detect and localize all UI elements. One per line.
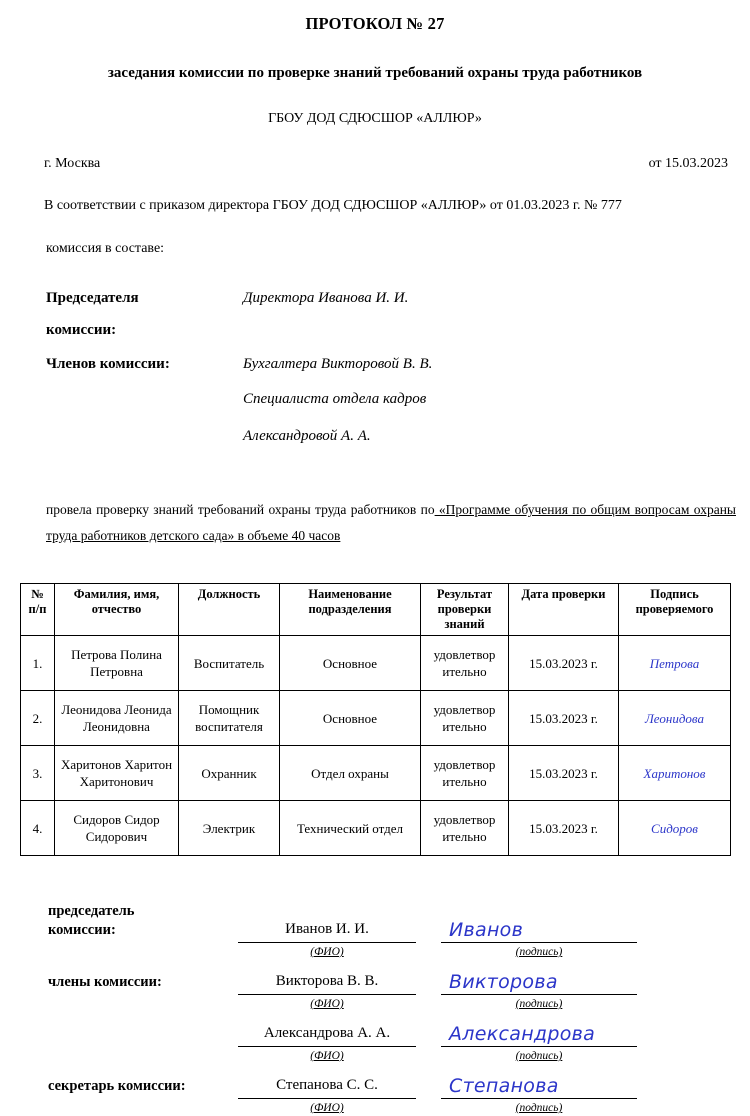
cell-fio: Сидоров Сидор Сидорович — [55, 801, 179, 856]
signature-caption-fio: (ФИО) — [310, 998, 344, 1010]
signature-mark: Петрова — [649, 655, 700, 671]
handwritten-signature-cell — [441, 1074, 637, 1116]
table-header-result: Результат проверки знаний — [421, 584, 509, 636]
signature-label-members: члены комиссии: — [48, 974, 162, 990]
signature-caption-fio: (ФИО) — [310, 946, 344, 958]
handwritten-signature: Иванов — [449, 919, 524, 941]
handwritten-signature: Степанова — [449, 1075, 559, 1097]
place-label: г. Москва — [44, 156, 101, 171]
signature-caption-fio: (ФИО) — [310, 1102, 344, 1114]
members-row-2 — [0, 382, 750, 416]
cell-department: Отдел охраны — [280, 746, 421, 801]
programme-text-plain: провела проверку знаний требований охраны труда работников по — [46, 502, 435, 517]
document-date: от 15.03.2023 — [648, 156, 728, 171]
signature-caption-podpis: (подпись) — [515, 1050, 563, 1062]
cell-fio: Петрова Полина Петровна — [55, 636, 179, 691]
signature-name-cell — [238, 970, 416, 1012]
cell-position: Охранник — [179, 746, 280, 801]
signature-row-chairman — [0, 902, 750, 960]
chairman-label-line2: комиссии: — [46, 322, 117, 338]
cell-date: 15.03.2023 г. — [509, 691, 619, 746]
cell-date: 15.03.2023 г. — [509, 746, 619, 801]
signature-name-cell — [238, 918, 416, 960]
signature-label-secretary: секретарь комиссии: — [48, 1078, 186, 1094]
signature-row-secretary — [0, 1074, 750, 1116]
members-row-1 — [0, 349, 750, 379]
programme-paragraph — [0, 453, 750, 549]
cell-number: 4. — [21, 801, 55, 856]
table-row — [21, 636, 731, 691]
table-header-signature: Подпись проверяемого — [619, 584, 731, 636]
cell-department: Основное — [280, 691, 421, 746]
cell-result: удовлетвор ительно — [421, 746, 509, 801]
cell-signature — [619, 636, 731, 691]
table-header-date: Дата проверки — [509, 584, 619, 636]
signature-row-member-2 — [0, 1022, 750, 1064]
protocol-table-wrapper — [0, 549, 750, 856]
organization-name: ГБОУ ДОД СДЮСШОР «АЛЛЮР» — [268, 111, 482, 126]
table-header-fio: Фамилия, имя, отчество — [55, 584, 179, 636]
signature-name: Иванов И. И. — [285, 921, 369, 937]
cell-result: удовлетвор ительно — [421, 636, 509, 691]
handwritten-signature: Александрова — [449, 1023, 596, 1045]
place-date-row — [0, 127, 750, 172]
signature-name: Степанова С. С. — [276, 1077, 378, 1093]
table-header-department: Наименование подразделения — [280, 584, 421, 636]
signature-label-chairman: председатель комиссии: — [48, 903, 135, 938]
chairman-label-line1: Председателя — [46, 290, 139, 306]
signature-mark: Сидоров — [651, 820, 698, 836]
composition-intro-line: комиссия в составе: — [46, 241, 165, 256]
document-subtitle: заседания комиссии по проверке знаний требований охраны труда работников — [107, 65, 643, 81]
table-body — [21, 636, 731, 856]
order-reference-line: В соответствии с приказом директора ГБОУ ДОД СДЮСШОР «АЛЛЮР» от 01.03.2023 г. № 777 — [44, 198, 622, 213]
cell-date: 15.03.2023 г. — [509, 636, 619, 691]
table-row — [21, 746, 731, 801]
cell-signature — [619, 801, 731, 856]
signature-name-cell — [238, 1074, 416, 1116]
cell-department: Технический отдел — [280, 801, 421, 856]
programme-text-underlined: «Программе обучения по общим вопросам охраны труда работников детского сада» в объеме 40 часов — [46, 502, 736, 543]
chairman-row-second-line — [0, 316, 750, 346]
handwritten-signature: Викторова — [449, 971, 558, 993]
table-row — [21, 691, 731, 746]
table-header-number: № п/п — [21, 584, 55, 636]
member-value-3: Александровой А. А. — [243, 428, 371, 444]
handwritten-signature-cell — [441, 918, 637, 960]
signature-mark: Харитонов — [643, 765, 706, 781]
cell-position: Помощник воспитателя — [179, 691, 280, 746]
signature-name: Александрова А. А. — [263, 1025, 391, 1041]
chairman-value: Директора Иванова И. И. — [243, 290, 409, 306]
cell-result: удовлетвор ительно — [421, 691, 509, 746]
signature-row-member-1 — [0, 970, 750, 1012]
cell-number: 2. — [21, 691, 55, 746]
signature-caption-podpis: (подпись) — [515, 946, 563, 958]
document-title: ПРОТОКОЛ № 27 — [305, 14, 445, 33]
signature-name-cell — [238, 1022, 416, 1064]
table-header-row — [21, 584, 731, 636]
cell-signature — [619, 746, 731, 801]
cell-number: 3. — [21, 746, 55, 801]
chairman-row — [0, 283, 750, 313]
signature-name: Викторова В. В. — [275, 973, 379, 989]
cell-department: Основное — [280, 636, 421, 691]
signature-block — [0, 856, 750, 1116]
cell-date: 15.03.2023 г. — [509, 801, 619, 856]
signature-caption-podpis: (подпись) — [515, 998, 563, 1010]
member-value-2: Специалиста отдела кадров — [243, 391, 427, 407]
table-row — [21, 801, 731, 856]
handwritten-signature-cell — [441, 970, 637, 1012]
table-header-position: Должность — [179, 584, 280, 636]
cell-position: Воспитатель — [179, 636, 280, 691]
cell-signature — [619, 691, 731, 746]
cell-number: 1. — [21, 636, 55, 691]
signature-mark: Леонидова — [645, 710, 704, 726]
cell-fio: Харитонов Харитон Харитонович — [55, 746, 179, 801]
cell-fio: Леонидова Леонида Леонидовна — [55, 691, 179, 746]
signature-label-empty — [48, 1044, 238, 1064]
cell-result: удовлетвор ительно — [421, 801, 509, 856]
signature-caption-fio: (ФИО) — [310, 1050, 344, 1062]
members-label: Членов комиссии: — [46, 356, 170, 372]
member-value-1: Бухгалтера Викторовой В. В. — [243, 356, 433, 372]
commission-members-block — [0, 257, 750, 453]
members-row-3 — [0, 419, 750, 453]
protocol-table — [20, 583, 731, 856]
handwritten-signature-cell — [441, 1022, 637, 1064]
cell-position: Электрик — [179, 801, 280, 856]
signature-caption-podpis: (подпись) — [515, 1102, 563, 1114]
